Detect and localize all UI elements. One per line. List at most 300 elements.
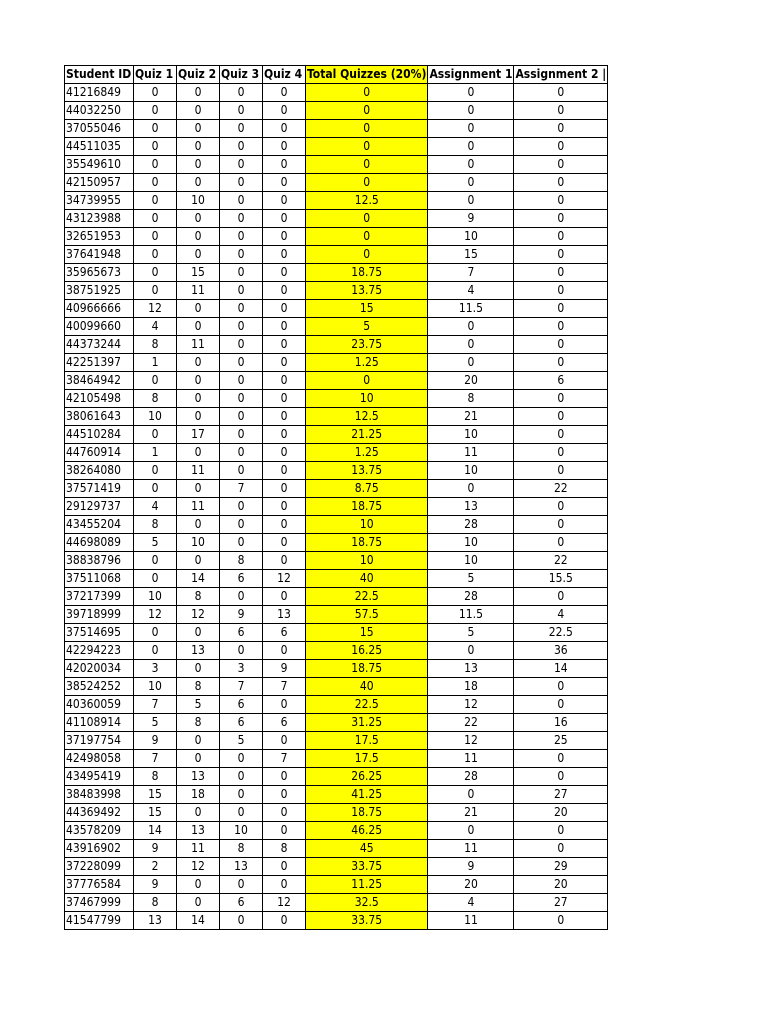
cell-quiz-3[interactable]: 0 [220, 876, 263, 894]
cell-total-quizzes[interactable]: 40 [306, 570, 428, 588]
cell-quiz-2[interactable]: 0 [177, 894, 220, 912]
cell-quiz-2[interactable]: 13 [177, 822, 220, 840]
cell-student-id[interactable]: 38464942 [65, 372, 134, 390]
cell-total-quizzes[interactable]: 16.25 [306, 642, 428, 660]
cell-quiz-1[interactable]: 8 [134, 516, 177, 534]
cell-quiz-1[interactable]: 0 [134, 642, 177, 660]
cell-assignment-1[interactable]: 4 [428, 894, 514, 912]
cell-student-id[interactable]: 37511068 [65, 570, 134, 588]
cell-quiz-3[interactable]: 0 [220, 498, 263, 516]
cell-quiz-3[interactable]: 0 [220, 372, 263, 390]
cell-quiz-1[interactable]: 0 [134, 120, 177, 138]
cell-quiz-3[interactable]: 0 [220, 300, 263, 318]
cell-assignment-1[interactable]: 22 [428, 714, 514, 732]
cell-quiz-1[interactable]: 7 [134, 750, 177, 768]
cell-quiz-4[interactable]: 0 [263, 768, 306, 786]
cell-assignment-1[interactable]: 8 [428, 390, 514, 408]
cell-quiz-3[interactable]: 0 [220, 768, 263, 786]
cell-quiz-3[interactable]: 5 [220, 732, 263, 750]
cell-assignment-1[interactable]: 21 [428, 804, 514, 822]
cell-quiz-3[interactable]: 0 [220, 786, 263, 804]
cell-quiz-1[interactable]: 2 [134, 858, 177, 876]
cell-assignment-2[interactable]: 0 [514, 318, 608, 336]
cell-quiz-4[interactable]: 8 [263, 840, 306, 858]
cell-quiz-1[interactable]: 0 [134, 282, 177, 300]
cell-total-quizzes[interactable]: 57.5 [306, 606, 428, 624]
cell-quiz-2[interactable]: 0 [177, 210, 220, 228]
cell-assignment-2[interactable]: 0 [514, 120, 608, 138]
cell-assignment-1[interactable]: 21 [428, 408, 514, 426]
cell-assignment-2[interactable]: 0 [514, 912, 608, 930]
cell-assignment-1[interactable]: 20 [428, 372, 514, 390]
cell-quiz-2[interactable]: 11 [177, 462, 220, 480]
cell-assignment-1[interactable]: 28 [428, 588, 514, 606]
cell-quiz-3[interactable]: 0 [220, 120, 263, 138]
cell-quiz-1[interactable]: 10 [134, 678, 177, 696]
cell-quiz-4[interactable]: 0 [263, 444, 306, 462]
cell-quiz-3[interactable]: 0 [220, 228, 263, 246]
cell-total-quizzes[interactable]: 33.75 [306, 858, 428, 876]
header-quiz-3[interactable]: Quiz 3 [220, 66, 263, 84]
cell-quiz-2[interactable]: 8 [177, 588, 220, 606]
cell-assignment-2[interactable]: 0 [514, 408, 608, 426]
cell-total-quizzes[interactable]: 15 [306, 624, 428, 642]
cell-quiz-4[interactable]: 0 [263, 858, 306, 876]
cell-student-id[interactable]: 42294223 [65, 642, 134, 660]
cell-assignment-2[interactable]: 0 [514, 426, 608, 444]
cell-quiz-1[interactable]: 9 [134, 732, 177, 750]
cell-assignment-2[interactable]: 0 [514, 102, 608, 120]
cell-quiz-4[interactable]: 0 [263, 174, 306, 192]
cell-assignment-2[interactable]: 0 [514, 336, 608, 354]
cell-quiz-2[interactable]: 0 [177, 228, 220, 246]
cell-assignment-2[interactable]: 0 [514, 192, 608, 210]
cell-quiz-3[interactable]: 0 [220, 588, 263, 606]
cell-quiz-4[interactable]: 0 [263, 336, 306, 354]
cell-total-quizzes[interactable]: 18.75 [306, 264, 428, 282]
cell-assignment-1[interactable]: 12 [428, 732, 514, 750]
cell-student-id[interactable]: 43916902 [65, 840, 134, 858]
cell-student-id[interactable]: 43123988 [65, 210, 134, 228]
cell-quiz-2[interactable]: 0 [177, 372, 220, 390]
cell-assignment-1[interactable]: 10 [428, 228, 514, 246]
cell-quiz-4[interactable]: 0 [263, 534, 306, 552]
cell-quiz-1[interactable]: 13 [134, 912, 177, 930]
cell-student-id[interactable]: 37571419 [65, 480, 134, 498]
cell-quiz-3[interactable]: 0 [220, 246, 263, 264]
cell-quiz-1[interactable]: 15 [134, 786, 177, 804]
cell-quiz-2[interactable]: 11 [177, 282, 220, 300]
cell-student-id[interactable]: 37514695 [65, 624, 134, 642]
cell-total-quizzes[interactable]: 1.25 [306, 444, 428, 462]
cell-quiz-1[interactable]: 1 [134, 354, 177, 372]
cell-assignment-2[interactable]: 0 [514, 678, 608, 696]
cell-quiz-3[interactable]: 7 [220, 480, 263, 498]
cell-quiz-1[interactable]: 0 [134, 264, 177, 282]
cell-quiz-2[interactable]: 0 [177, 480, 220, 498]
cell-quiz-4[interactable]: 0 [263, 372, 306, 390]
cell-quiz-4[interactable]: 13 [263, 606, 306, 624]
cell-quiz-2[interactable]: 11 [177, 498, 220, 516]
cell-quiz-1[interactable]: 0 [134, 192, 177, 210]
cell-total-quizzes[interactable]: 32.5 [306, 894, 428, 912]
cell-quiz-2[interactable]: 15 [177, 264, 220, 282]
cell-quiz-3[interactable]: 0 [220, 192, 263, 210]
cell-student-id[interactable]: 32651953 [65, 228, 134, 246]
cell-total-quizzes[interactable]: 5 [306, 318, 428, 336]
cell-quiz-4[interactable]: 0 [263, 228, 306, 246]
cell-assignment-1[interactable]: 0 [428, 84, 514, 102]
cell-assignment-1[interactable]: 10 [428, 462, 514, 480]
cell-student-id[interactable]: 38061643 [65, 408, 134, 426]
cell-quiz-2[interactable]: 8 [177, 678, 220, 696]
cell-assignment-2[interactable]: 14 [514, 660, 608, 678]
cell-quiz-3[interactable]: 0 [220, 804, 263, 822]
cell-quiz-3[interactable]: 8 [220, 840, 263, 858]
cell-total-quizzes[interactable]: 40 [306, 678, 428, 696]
cell-assignment-2[interactable]: 0 [514, 282, 608, 300]
cell-assignment-2[interactable]: 0 [514, 498, 608, 516]
cell-total-quizzes[interactable]: 0 [306, 174, 428, 192]
cell-quiz-1[interactable]: 0 [134, 570, 177, 588]
cell-quiz-2[interactable]: 0 [177, 390, 220, 408]
cell-quiz-4[interactable]: 0 [263, 426, 306, 444]
cell-quiz-2[interactable]: 13 [177, 642, 220, 660]
cell-quiz-2[interactable]: 0 [177, 138, 220, 156]
cell-total-quizzes[interactable]: 0 [306, 156, 428, 174]
cell-quiz-4[interactable]: 0 [263, 264, 306, 282]
cell-total-quizzes[interactable]: 12.5 [306, 192, 428, 210]
cell-quiz-1[interactable]: 8 [134, 336, 177, 354]
cell-quiz-4[interactable]: 0 [263, 876, 306, 894]
cell-quiz-4[interactable]: 0 [263, 498, 306, 516]
cell-assignment-2[interactable]: 0 [514, 840, 608, 858]
cell-assignment-1[interactable]: 0 [428, 480, 514, 498]
cell-assignment-2[interactable]: 27 [514, 786, 608, 804]
cell-student-id[interactable]: 40966666 [65, 300, 134, 318]
cell-assignment-2[interactable]: 0 [514, 768, 608, 786]
cell-quiz-1[interactable]: 0 [134, 138, 177, 156]
cell-total-quizzes[interactable]: 33.75 [306, 912, 428, 930]
cell-quiz-3[interactable]: 6 [220, 570, 263, 588]
cell-assignment-2[interactable]: 15.5 [514, 570, 608, 588]
cell-total-quizzes[interactable]: 18.75 [306, 498, 428, 516]
header-assignment-1[interactable]: Assignment 1 [428, 66, 514, 84]
cell-student-id[interactable]: 37217399 [65, 588, 134, 606]
cell-quiz-3[interactable]: 0 [220, 426, 263, 444]
cell-quiz-3[interactable]: 0 [220, 102, 263, 120]
cell-quiz-4[interactable]: 0 [263, 300, 306, 318]
cell-quiz-4[interactable]: 0 [263, 552, 306, 570]
cell-quiz-3[interactable]: 0 [220, 354, 263, 372]
cell-quiz-2[interactable]: 14 [177, 912, 220, 930]
cell-assignment-2[interactable]: 0 [514, 696, 608, 714]
cell-student-id[interactable]: 41108914 [65, 714, 134, 732]
cell-total-quizzes[interactable]: 46.25 [306, 822, 428, 840]
cell-student-id[interactable]: 38524252 [65, 678, 134, 696]
cell-student-id[interactable]: 34739955 [65, 192, 134, 210]
cell-assignment-2[interactable]: 0 [514, 264, 608, 282]
cell-assignment-2[interactable]: 20 [514, 804, 608, 822]
cell-student-id[interactable]: 37197754 [65, 732, 134, 750]
cell-assignment-1[interactable]: 9 [428, 858, 514, 876]
cell-quiz-1[interactable]: 4 [134, 318, 177, 336]
cell-total-quizzes[interactable]: 8.75 [306, 480, 428, 498]
cell-total-quizzes[interactable]: 0 [306, 138, 428, 156]
cell-student-id[interactable]: 42150957 [65, 174, 134, 192]
cell-quiz-4[interactable]: 0 [263, 318, 306, 336]
cell-quiz-1[interactable]: 0 [134, 156, 177, 174]
cell-quiz-2[interactable]: 0 [177, 408, 220, 426]
cell-assignment-2[interactable]: 29 [514, 858, 608, 876]
cell-assignment-1[interactable]: 20 [428, 876, 514, 894]
cell-assignment-1[interactable]: 0 [428, 822, 514, 840]
cell-assignment-1[interactable]: 0 [428, 102, 514, 120]
cell-quiz-2[interactable]: 0 [177, 84, 220, 102]
cell-quiz-2[interactable]: 17 [177, 426, 220, 444]
cell-assignment-1[interactable]: 7 [428, 264, 514, 282]
cell-student-id[interactable]: 38751925 [65, 282, 134, 300]
cell-quiz-1[interactable]: 0 [134, 228, 177, 246]
cell-quiz-2[interactable]: 12 [177, 606, 220, 624]
cell-student-id[interactable]: 39718999 [65, 606, 134, 624]
cell-assignment-1[interactable]: 0 [428, 336, 514, 354]
cell-assignment-1[interactable]: 11.5 [428, 300, 514, 318]
header-student-id[interactable]: Student ID [65, 66, 134, 84]
cell-student-id[interactable]: 43578209 [65, 822, 134, 840]
cell-total-quizzes[interactable]: 18.75 [306, 660, 428, 678]
cell-quiz-4[interactable]: 0 [263, 516, 306, 534]
cell-quiz-2[interactable]: 0 [177, 750, 220, 768]
cell-quiz-4[interactable]: 0 [263, 246, 306, 264]
cell-quiz-1[interactable]: 9 [134, 840, 177, 858]
cell-quiz-1[interactable]: 14 [134, 822, 177, 840]
cell-student-id[interactable]: 43495419 [65, 768, 134, 786]
cell-assignment-2[interactable]: 16 [514, 714, 608, 732]
cell-quiz-3[interactable]: 0 [220, 138, 263, 156]
header-quiz-4[interactable]: Quiz 4 [263, 66, 306, 84]
cell-quiz-2[interactable]: 0 [177, 174, 220, 192]
cell-quiz-3[interactable]: 0 [220, 462, 263, 480]
cell-quiz-3[interactable]: 0 [220, 408, 263, 426]
header-assignment-2[interactable]: Assignment 2 | [514, 66, 608, 84]
cell-assignment-1[interactable]: 0 [428, 354, 514, 372]
cell-quiz-4[interactable]: 0 [263, 408, 306, 426]
cell-quiz-3[interactable]: 0 [220, 282, 263, 300]
cell-quiz-4[interactable]: 0 [263, 282, 306, 300]
cell-assignment-1[interactable]: 0 [428, 318, 514, 336]
cell-total-quizzes[interactable]: 10 [306, 552, 428, 570]
cell-total-quizzes[interactable]: 0 [306, 246, 428, 264]
cell-quiz-1[interactable]: 8 [134, 894, 177, 912]
cell-quiz-1[interactable]: 9 [134, 876, 177, 894]
cell-quiz-1[interactable]: 8 [134, 768, 177, 786]
cell-assignment-2[interactable]: 0 [514, 822, 608, 840]
cell-quiz-1[interactable]: 0 [134, 480, 177, 498]
cell-quiz-2[interactable]: 0 [177, 318, 220, 336]
cell-assignment-2[interactable]: 0 [514, 138, 608, 156]
cell-assignment-2[interactable]: 0 [514, 750, 608, 768]
cell-quiz-3[interactable]: 0 [220, 390, 263, 408]
cell-quiz-1[interactable]: 0 [134, 462, 177, 480]
cell-assignment-2[interactable]: 0 [514, 210, 608, 228]
cell-quiz-3[interactable]: 0 [220, 642, 263, 660]
cell-quiz-2[interactable]: 0 [177, 624, 220, 642]
cell-quiz-2[interactable]: 0 [177, 246, 220, 264]
cell-assignment-2[interactable]: 20 [514, 876, 608, 894]
cell-assignment-2[interactable]: 0 [514, 174, 608, 192]
cell-quiz-3[interactable]: 8 [220, 552, 263, 570]
cell-assignment-1[interactable]: 0 [428, 138, 514, 156]
cell-assignment-2[interactable]: 22 [514, 552, 608, 570]
cell-student-id[interactable]: 29129737 [65, 498, 134, 516]
cell-student-id[interactable]: 44032250 [65, 102, 134, 120]
cell-student-id[interactable]: 40360059 [65, 696, 134, 714]
cell-assignment-2[interactable]: 0 [514, 84, 608, 102]
cell-quiz-3[interactable]: 0 [220, 156, 263, 174]
header-quiz-2[interactable]: Quiz 2 [177, 66, 220, 84]
cell-student-id[interactable]: 42020034 [65, 660, 134, 678]
cell-quiz-2[interactable]: 0 [177, 876, 220, 894]
cell-student-id[interactable]: 44760914 [65, 444, 134, 462]
cell-quiz-2[interactable]: 0 [177, 444, 220, 462]
cell-student-id[interactable]: 41216849 [65, 84, 134, 102]
cell-total-quizzes[interactable]: 12.5 [306, 408, 428, 426]
cell-quiz-2[interactable]: 10 [177, 192, 220, 210]
cell-assignment-2[interactable]: 27 [514, 894, 608, 912]
cell-quiz-1[interactable]: 10 [134, 408, 177, 426]
cell-quiz-3[interactable]: 6 [220, 894, 263, 912]
cell-total-quizzes[interactable]: 11.25 [306, 876, 428, 894]
cell-total-quizzes[interactable]: 13.75 [306, 462, 428, 480]
cell-quiz-1[interactable]: 0 [134, 246, 177, 264]
cell-quiz-2[interactable]: 13 [177, 768, 220, 786]
cell-quiz-1[interactable]: 12 [134, 606, 177, 624]
cell-total-quizzes[interactable]: 23.75 [306, 336, 428, 354]
cell-quiz-1[interactable]: 12 [134, 300, 177, 318]
cell-student-id[interactable]: 42251397 [65, 354, 134, 372]
cell-quiz-4[interactable]: 0 [263, 84, 306, 102]
cell-assignment-1[interactable]: 13 [428, 498, 514, 516]
cell-quiz-4[interactable]: 6 [263, 624, 306, 642]
cell-quiz-1[interactable]: 15 [134, 804, 177, 822]
cell-quiz-3[interactable]: 6 [220, 696, 263, 714]
cell-assignment-1[interactable]: 0 [428, 786, 514, 804]
cell-quiz-2[interactable]: 12 [177, 858, 220, 876]
cell-student-id[interactable]: 35965673 [65, 264, 134, 282]
cell-total-quizzes[interactable]: 0 [306, 84, 428, 102]
cell-quiz-3[interactable]: 0 [220, 750, 263, 768]
cell-total-quizzes[interactable]: 22.5 [306, 696, 428, 714]
cell-student-id[interactable]: 37228099 [65, 858, 134, 876]
cell-total-quizzes[interactable]: 18.75 [306, 534, 428, 552]
cell-quiz-1[interactable]: 0 [134, 84, 177, 102]
cell-quiz-1[interactable]: 0 [134, 552, 177, 570]
header-quiz-1[interactable]: Quiz 1 [134, 66, 177, 84]
cell-quiz-4[interactable]: 0 [263, 912, 306, 930]
cell-quiz-4[interactable]: 0 [263, 192, 306, 210]
cell-student-id[interactable]: 37055046 [65, 120, 134, 138]
cell-quiz-4[interactable]: 0 [263, 786, 306, 804]
cell-quiz-4[interactable]: 0 [263, 210, 306, 228]
cell-assignment-1[interactable]: 10 [428, 426, 514, 444]
cell-assignment-1[interactable]: 10 [428, 552, 514, 570]
cell-total-quizzes[interactable]: 0 [306, 210, 428, 228]
cell-assignment-1[interactable]: 18 [428, 678, 514, 696]
cell-quiz-4[interactable]: 0 [263, 696, 306, 714]
cell-quiz-4[interactable]: 0 [263, 804, 306, 822]
cell-assignment-2[interactable]: 0 [514, 462, 608, 480]
cell-assignment-2[interactable]: 0 [514, 228, 608, 246]
cell-quiz-2[interactable]: 14 [177, 570, 220, 588]
cell-total-quizzes[interactable]: 45 [306, 840, 428, 858]
cell-quiz-4[interactable]: 0 [263, 156, 306, 174]
cell-quiz-4[interactable]: 9 [263, 660, 306, 678]
cell-quiz-2[interactable]: 18 [177, 786, 220, 804]
cell-student-id[interactable]: 37776584 [65, 876, 134, 894]
cell-quiz-2[interactable]: 11 [177, 840, 220, 858]
cell-quiz-4[interactable]: 0 [263, 822, 306, 840]
cell-quiz-4[interactable]: 0 [263, 480, 306, 498]
cell-quiz-4[interactable]: 6 [263, 714, 306, 732]
cell-assignment-2[interactable]: 0 [514, 246, 608, 264]
cell-quiz-1[interactable]: 3 [134, 660, 177, 678]
cell-quiz-3[interactable]: 0 [220, 336, 263, 354]
cell-assignment-1[interactable]: 0 [428, 120, 514, 138]
cell-student-id[interactable]: 38483998 [65, 786, 134, 804]
cell-quiz-2[interactable]: 0 [177, 516, 220, 534]
cell-assignment-2[interactable]: 0 [514, 300, 608, 318]
cell-quiz-3[interactable]: 3 [220, 660, 263, 678]
cell-quiz-3[interactable]: 0 [220, 264, 263, 282]
cell-total-quizzes[interactable]: 0 [306, 372, 428, 390]
cell-total-quizzes[interactable]: 31.25 [306, 714, 428, 732]
cell-student-id[interactable]: 38264080 [65, 462, 134, 480]
cell-assignment-2[interactable]: 0 [514, 516, 608, 534]
cell-quiz-3[interactable]: 0 [220, 84, 263, 102]
cell-quiz-3[interactable]: 0 [220, 318, 263, 336]
cell-student-id[interactable]: 42105498 [65, 390, 134, 408]
cell-student-id[interactable]: 44373244 [65, 336, 134, 354]
cell-quiz-2[interactable]: 10 [177, 534, 220, 552]
cell-student-id[interactable]: 44510284 [65, 426, 134, 444]
cell-total-quizzes[interactable]: 0 [306, 228, 428, 246]
cell-quiz-4[interactable]: 0 [263, 138, 306, 156]
cell-student-id[interactable]: 44698089 [65, 534, 134, 552]
cell-quiz-2[interactable]: 0 [177, 660, 220, 678]
cell-quiz-3[interactable]: 0 [220, 516, 263, 534]
cell-total-quizzes[interactable]: 22.5 [306, 588, 428, 606]
cell-total-quizzes[interactable]: 15 [306, 300, 428, 318]
cell-quiz-4[interactable]: 0 [263, 642, 306, 660]
cell-total-quizzes[interactable]: 17.5 [306, 750, 428, 768]
cell-student-id[interactable]: 44369492 [65, 804, 134, 822]
cell-quiz-4[interactable]: 12 [263, 894, 306, 912]
cell-total-quizzes[interactable]: 10 [306, 390, 428, 408]
cell-quiz-3[interactable]: 6 [220, 624, 263, 642]
cell-quiz-2[interactable]: 8 [177, 714, 220, 732]
cell-quiz-3[interactable]: 9 [220, 606, 263, 624]
cell-quiz-1[interactable]: 0 [134, 210, 177, 228]
cell-assignment-2[interactable]: 0 [514, 390, 608, 408]
cell-quiz-1[interactable]: 4 [134, 498, 177, 516]
cell-assignment-1[interactable]: 0 [428, 642, 514, 660]
cell-total-quizzes[interactable]: 41.25 [306, 786, 428, 804]
cell-assignment-1[interactable]: 5 [428, 570, 514, 588]
cell-quiz-4[interactable]: 0 [263, 354, 306, 372]
cell-quiz-1[interactable]: 1 [134, 444, 177, 462]
cell-quiz-3[interactable]: 0 [220, 210, 263, 228]
